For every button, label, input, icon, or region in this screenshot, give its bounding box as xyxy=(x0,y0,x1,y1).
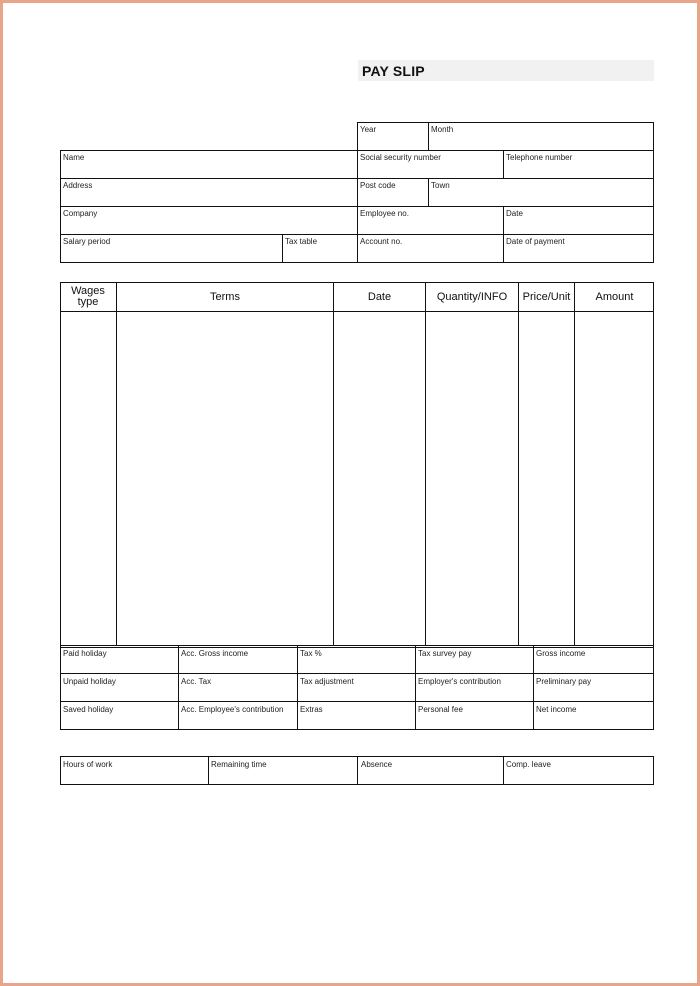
name-field-label: Name xyxy=(63,153,85,162)
column-header-terms: Terms xyxy=(210,290,240,303)
comp-leave-label: Comp. leave xyxy=(506,760,551,769)
address-field-label: Address xyxy=(63,181,93,190)
net-income-label: Net income xyxy=(536,705,577,714)
salary-period-field-label: Salary period xyxy=(63,237,111,246)
month-field-label: Month xyxy=(431,125,454,134)
hours-of-work-label: Hours of work xyxy=(63,760,113,769)
column-header-date: Date xyxy=(367,290,392,303)
divider xyxy=(425,282,426,645)
column-header-wages-type: Wages type xyxy=(71,285,105,308)
account-no-field-label: Account no. xyxy=(360,237,403,246)
telephone-number-field-label: Telephone number xyxy=(506,153,573,162)
date-of-payment-field-label: Date of payment xyxy=(506,237,565,246)
divider xyxy=(208,756,209,785)
wages-table xyxy=(60,282,654,648)
preliminary-pay-label: Preliminary pay xyxy=(536,677,592,686)
tax-adjustment-label: Tax adjustment xyxy=(300,677,354,686)
company-field-label: Company xyxy=(63,209,98,218)
divider xyxy=(503,206,504,263)
personal-fee-label: Personal fee xyxy=(418,705,463,714)
divider xyxy=(574,282,575,645)
saved-holiday-label: Saved holiday xyxy=(63,705,114,714)
absence-label: Absence xyxy=(361,760,393,769)
town-field-label: Town xyxy=(431,181,450,190)
divider xyxy=(357,150,358,263)
divider xyxy=(503,150,504,178)
divider xyxy=(282,234,283,263)
year-month-box xyxy=(357,122,654,151)
paid-holiday-label: Paid holiday xyxy=(63,649,107,658)
acc-employees-contribution-label: Acc. Employee's contribution xyxy=(181,705,284,714)
divider xyxy=(428,122,429,150)
divider xyxy=(428,178,429,206)
acc-gross-income-label: Acc. Gross income xyxy=(181,649,249,658)
divider xyxy=(297,645,298,730)
divider xyxy=(60,673,654,674)
divider xyxy=(333,282,334,645)
tax-percent-label: Tax % xyxy=(300,649,322,658)
extras-label: Extras xyxy=(300,705,323,714)
column-header-amount: Amount xyxy=(595,290,634,303)
social-security-number-field-label: Social security number xyxy=(360,153,441,162)
date-field-label: Date xyxy=(506,209,523,218)
tax-table-field-label: Tax table xyxy=(285,237,318,246)
divider xyxy=(60,701,654,702)
post-code-field-label: Post code xyxy=(360,181,396,190)
divider xyxy=(357,756,358,785)
year-field-label: Year xyxy=(360,125,377,134)
column-header-quantity-info: Quantity/INFO xyxy=(436,290,508,303)
column-header-price-unit: Price/Unit xyxy=(522,290,571,303)
divider xyxy=(533,645,534,730)
divider xyxy=(518,282,519,645)
divider xyxy=(116,282,117,645)
divider xyxy=(415,645,416,730)
remaining-time-label: Remaining time xyxy=(211,760,267,769)
pay-slip-title-bar xyxy=(358,60,654,81)
tax-survey-pay-label: Tax survey pay xyxy=(418,649,472,658)
pay-slip-page xyxy=(3,3,697,983)
gross-income-label: Gross income xyxy=(536,649,586,658)
employee-no-field-label: Employee no. xyxy=(360,209,409,218)
acc-tax-label: Acc. Tax xyxy=(181,677,212,686)
divider xyxy=(178,645,179,730)
divider xyxy=(503,756,504,785)
page-title: PAY SLIP xyxy=(362,63,425,79)
unpaid-holiday-label: Unpaid holiday xyxy=(63,677,116,686)
employers-contribution-label: Employer's contribution xyxy=(418,677,501,686)
